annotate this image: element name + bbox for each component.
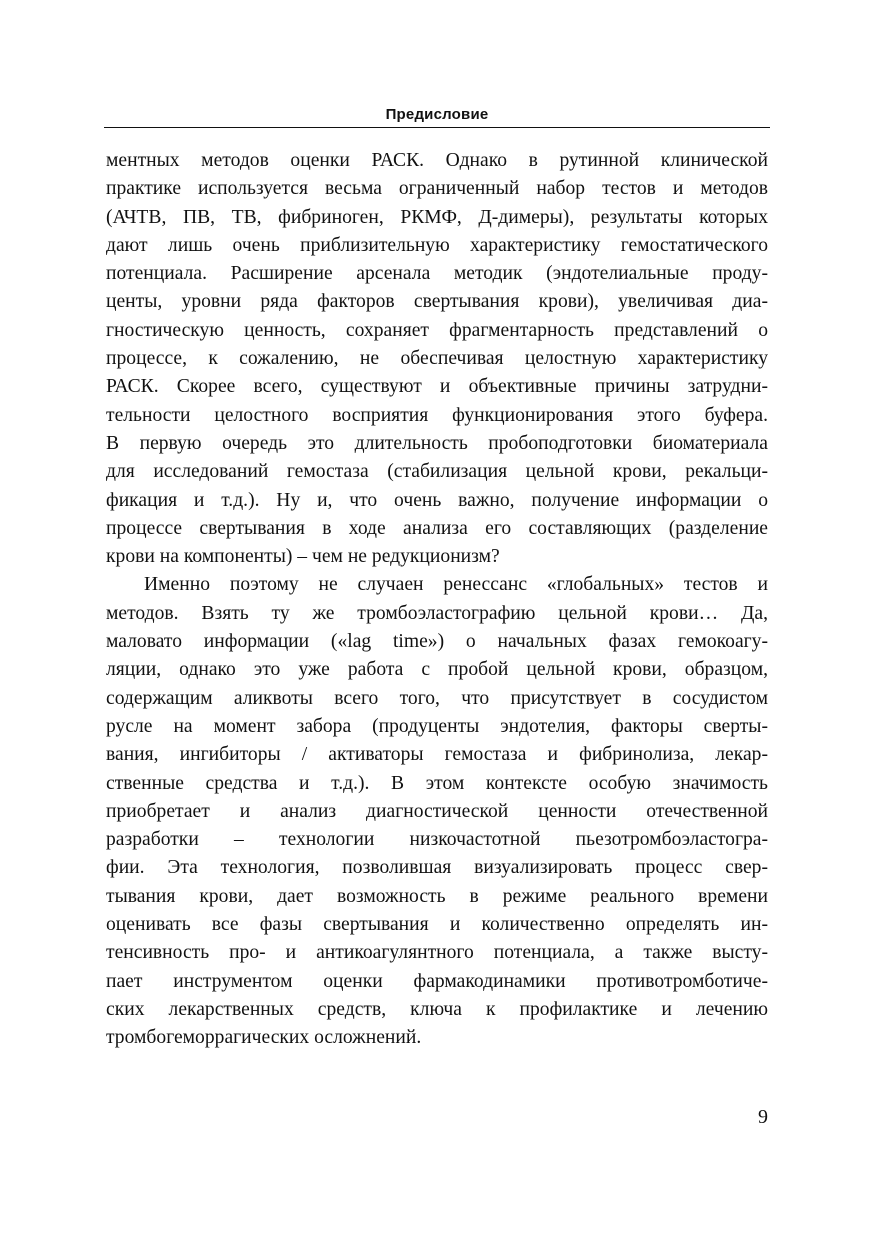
text-line: ственные средства и т.д.). В этом контексте особую значимость (106, 772, 768, 794)
text-line: методов. Взять ту же тромбоэластографию цельной крови… Да, (106, 602, 768, 624)
text-line: процессе свертывания в ходе анализа его составляющих (разделение (106, 517, 768, 539)
paragraph (106, 571, 768, 1052)
text-line: (АЧТВ, ПВ, ТВ, фибриноген, РКМФ, Д-димеры), результаты которых (106, 206, 768, 228)
text-line: тывания крови, дает возможность в режиме реального времени (106, 885, 768, 907)
text-line: разработки – технологии низкочастотной пьезотромбоэластогра- (106, 829, 768, 851)
header-rule (104, 127, 770, 128)
text-line: РАСК. Скорее всего, существуют и объективные причины затрудни- (106, 376, 768, 398)
text-line: процессе, к сожалению, не обеспечивая целостную характеристику (106, 348, 768, 370)
text-line: тромбогеморрагических осложнений. (106, 1027, 422, 1049)
page-number: 9 (758, 1106, 768, 1128)
text-line: гностическую ценность, сохраняет фрагментарность представлений о (106, 319, 768, 341)
text-line: тенсивность про- и антикоагулянтного потенциала, а также высту- (106, 942, 768, 964)
text-line: фикация и т.д.). Ну и, что очень важно, получение информации о (106, 489, 768, 511)
text-line: для исследований гемостаза (стабилизация цельной крови, рекальци- (106, 461, 768, 483)
text-line: вания, ингибиторы / активаторы гемостаза и фибринолиза, лекар- (106, 744, 768, 766)
text-line: дают лишь очень приблизительную характеристику гемостатического (106, 234, 768, 256)
text-line: ляции, однако это уже работа с пробой цельной крови, образцом, (106, 659, 768, 681)
running-header-title: Предисловие (385, 106, 489, 123)
text-line: оценивать все фазы свертывания и количественно определять ин- (106, 914, 768, 936)
text-line: маловато информации («lag time») о начальных фазах гемокоагу- (106, 631, 768, 653)
text-line: практике используется весьма ограниченный набор тестов и методов (106, 178, 768, 200)
text-line: фии. Эта технология, позволившая визуализировать процесс свер- (106, 857, 768, 879)
text-line: приобретает и анализ диагностической ценности отечественной (106, 800, 768, 822)
text-line: потенциала. Расширение арсенала методик (эндотелиальные проду- (106, 263, 768, 285)
text-line: ментных методов оценки РАСК. Однако в рутинной клинической (106, 150, 768, 171)
text-line: пает инструментом оценки фармакодинамики противотромботиче- (106, 970, 768, 992)
text-line: крови на компоненты) – чем не редукционизм? (106, 546, 500, 568)
text-line: содержащим аликвоты всего того, что присутствует в сосудистом (106, 687, 768, 709)
text-line: тельности целостного восприятия функционирования этого буфера. (106, 404, 768, 426)
text-line: В первую очередь это длительность пробоподготовки биоматериала (106, 432, 768, 454)
paragraph (106, 147, 768, 571)
text-line: ских лекарственных средств, ключа к профилактике и лечению (106, 998, 768, 1020)
text-line: Именно поэтому не случаен ренессанс «глобальных» тестов и (144, 574, 768, 596)
body-text (106, 147, 768, 1053)
text-line: русле на момент забора (продуценты эндотелия, факторы сверты- (106, 715, 768, 737)
text-line: центы, уровни ряда факторов свертывания крови), увеличивая диа- (106, 291, 768, 313)
